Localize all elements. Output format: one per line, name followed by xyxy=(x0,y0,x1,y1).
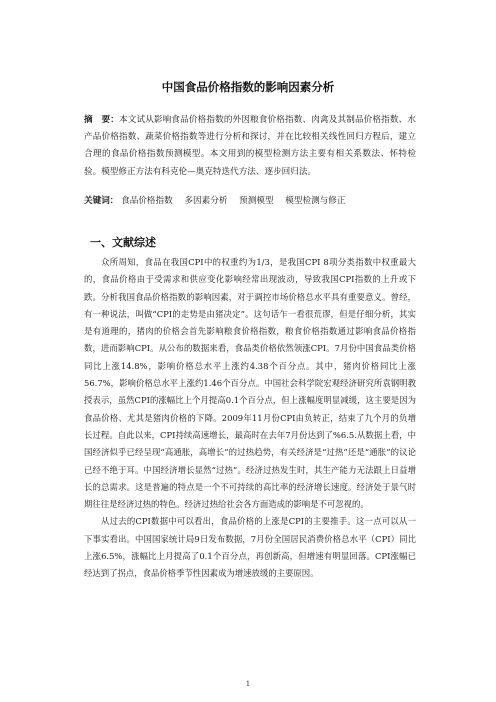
abstract xyxy=(84,112,416,181)
body-paragraph: 从过去的CPI数据中可以看出，食品价格的上涨是CPI的主要推手。这一点可以从一下事实看出。中国国家统计局9日发布数据，7月份全国居民消费价格总水平（CPI）同比上涨6.5%，涨幅比上月提高了0.1个百分点，再创新高，但增速有明显回落。CPI涨幅已经达到了拐点，食品价格季节性因素成为增速放缓的主要原因。 xyxy=(84,516,416,579)
keyword-item: 预测模型 xyxy=(239,196,274,206)
paper-title: 中国食品价格指数的影响因素分析 xyxy=(161,80,335,94)
keyword-item: 食品价格指数 xyxy=(121,196,173,206)
keyword-item: 模型检测与修正 xyxy=(285,196,346,206)
page-number: 1 xyxy=(245,680,251,688)
body-paragraph: 众所周知，食品在我国CPI中的权重约为1/3，是我国CPI 8项分类指数中权重最大的，食品价格由于受需求和供应变化影响经常出现波动，导致我国CPI指数的上升或下跌。分析我国食品价格指数的影响因素，对于调控市场价格总水平具有重要意义。曾经，有一种说法，叫做“CPI的走势是由猪决定”。这句话乍一看很荒谬，但是仔细分析，其实是有道理的，猪肉的价格会首先影响粮食价格指数，粮食价格指数通过影响食品价格指数，进而影响CPI。从公布的数据来看，食品类价格依然领涨CPI。7月份中国食品类价格同比上涨14.8%，影响价格总水平上涨约4.38个百分点。其中，猪肉价格同比上涨56.7%，影响价格总水平上涨约1.46个百分点。中国社会科学院宏观经济研究所袁钢明教授表示，虽然CPI的涨幅比上个月提高0.1个百分点，但上涨幅度明显减缓，这主要是因为食品价格、尤其是猪肉价格的下降。2009年11月份CPI由负转正，结束了九个月的负增长过程。自此以来，CPI持续高速增长，最高时在去年7月份达到了%6.5.从数据上看，中国经济似乎已经呈现“高通胀，高增长”的过热趋势，有关经济是“过热”还是“通胀”的议论已经不绝于耳。中国经济增长显然“过热”。经济过热发生时，其生产能力无法跟上日益增长的总需求。这是普遍的特点是一个不可持续的高比率的经济增长速度。经济处于景气时期往往是经济过热的特色。经济过热给社会各方面造成的影响是不可忽视的。 xyxy=(84,257,416,510)
section-body xyxy=(84,254,416,583)
abstract-label: 摘 要： xyxy=(84,115,119,125)
keyword-item: 多因素分析 xyxy=(184,196,228,206)
section-heading: 一、文献综述 xyxy=(90,236,156,249)
keywords-label: 关键词： xyxy=(84,196,119,206)
keywords xyxy=(84,194,416,206)
abstract-text: 本文试从影响食品价格指数的外因粮食价格指数、肉禽及其制品价格指数、水产品价格指数、蔬菜价格指数等进行分析和探讨，并在比较相关线性回归方程后，建立合理的食品价格指数预测模型。本文用到的模型检测方法主要有相关系数法、怀特检验。模型修正方法有科克伦—奥克特迭代方法、逐步回归法。 xyxy=(84,115,416,177)
